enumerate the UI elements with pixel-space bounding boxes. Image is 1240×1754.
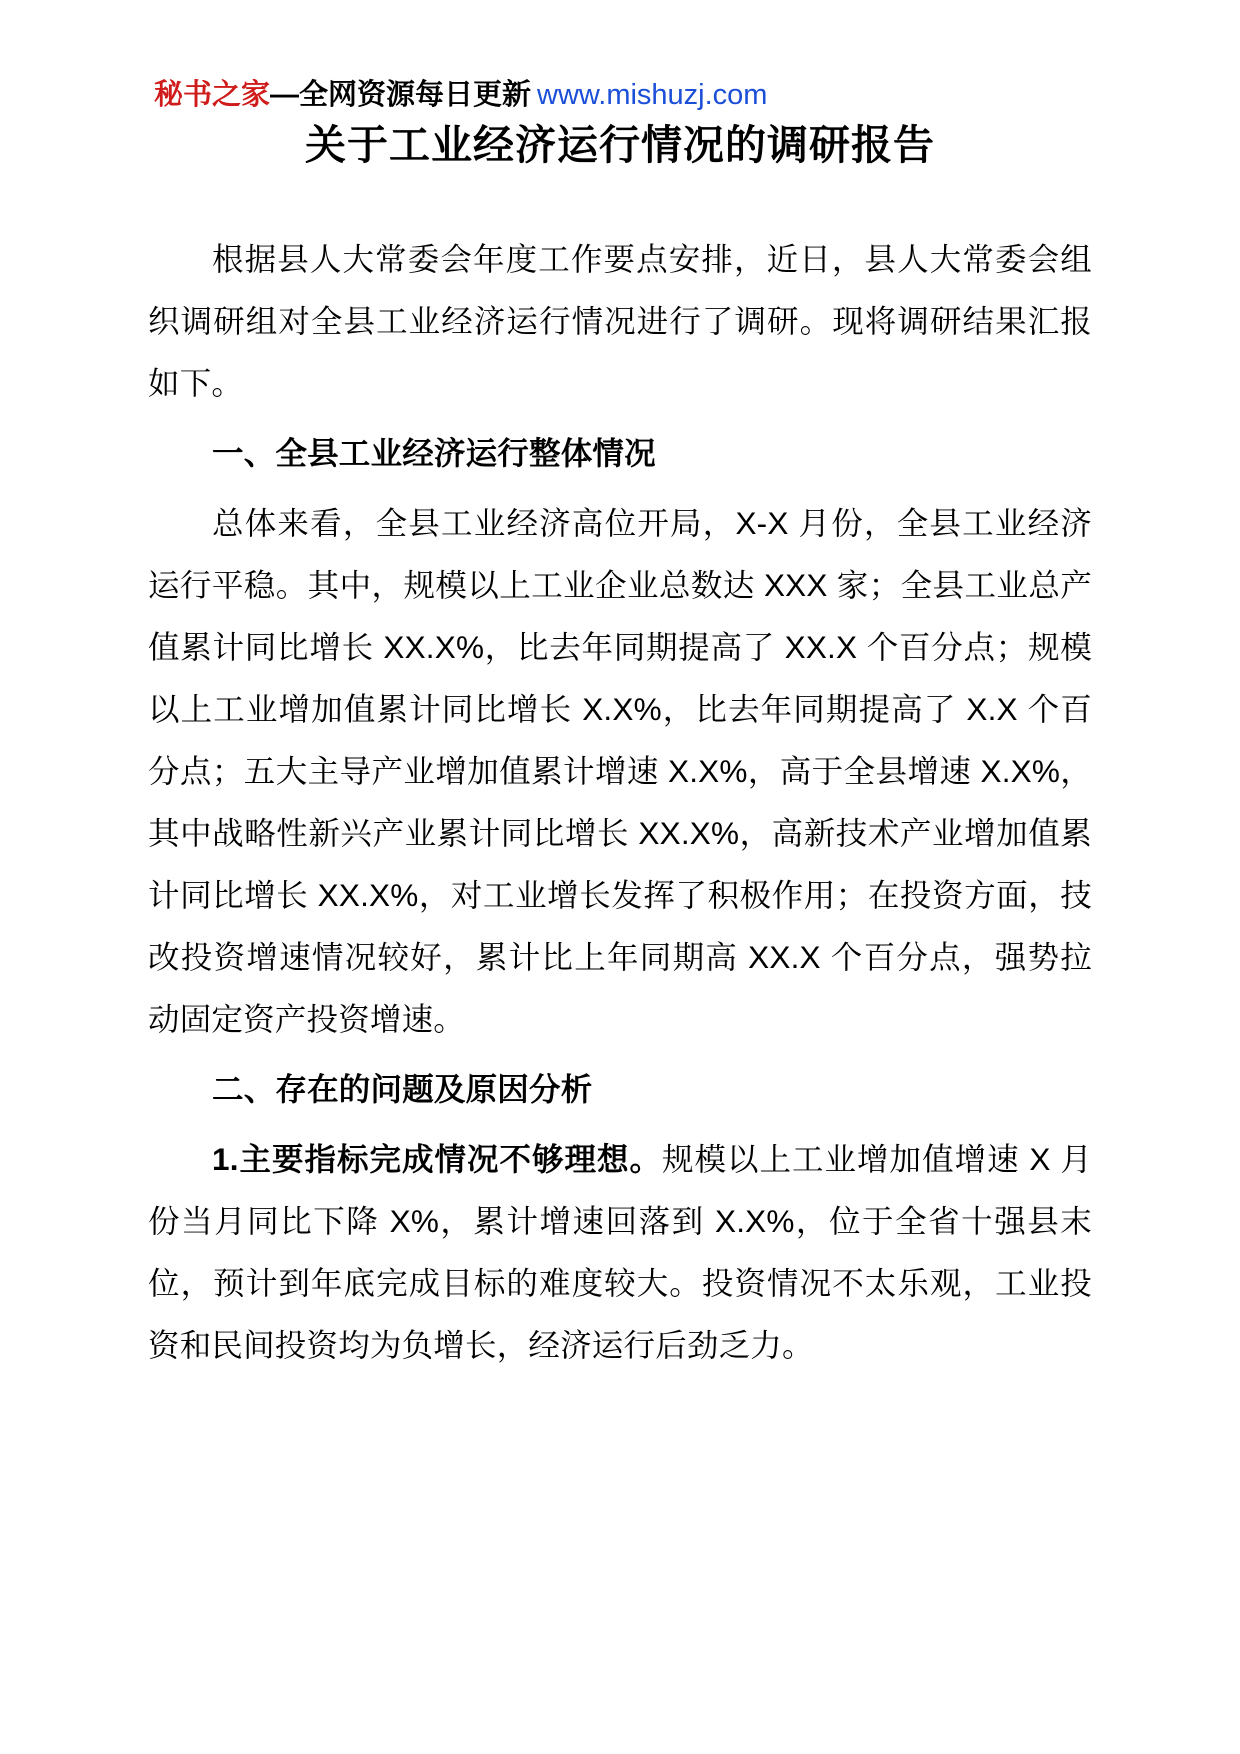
site-brand: 秘书之家 bbox=[154, 79, 271, 111]
paragraph-section-1-body: 总体来看，全县工业经济高位开局，X-X 月份，全县工业经济运行平稳。其中，规模以上工业企业总数达 XXX 家；全县工业总产值累计同比增长 XX.X%，比去年同期提高了 XX.X 个百分点；规模以上工业增加值累计同比增长 X.X%，比去年同期提高了 X.X 个百分点；五大主导产业增加值累计增速 X.X%，高于全县增速 X.X%，其中战略性新兴产业累计同比增长 XX.X%，高新技术产业增加值累计同比增长 XX.X%，对工业增长发挥了积极作用；在投资方面，技改投资增速情况较好，累计比上年同期高 XX.X 个百分点，强势拉动固定资产投资增速。 bbox=[148, 505, 1092, 1038]
paragraph-item-1 bbox=[148, 1128, 1092, 1376]
page-title: 关于工业经济运行情况的调研报告 bbox=[305, 121, 935, 168]
section-heading-2: 二、存在的问题及原因分析 bbox=[212, 1071, 593, 1108]
site-slogan: 全网资源每日更新 bbox=[299, 79, 532, 111]
site-banner bbox=[154, 78, 1092, 113]
site-url[interactable]: www.mishuzj.com bbox=[537, 79, 768, 111]
document-body bbox=[148, 228, 1092, 1376]
banner-dash: — bbox=[270, 79, 300, 111]
item-1-text: 规模以上工业增加值增速 X 月份当月同比下降 X%，累计增速回落到 X.X%，位于全省十强县末位，预计到年底完成目标的难度较大。投资情况不太乐观，工业投资和民间投资均为负增长，经济运行后劲乏力。 bbox=[148, 1141, 1092, 1364]
paragraph-intro: 根据县人大常委会年度工作要点安排，近日，县人大常委会组织调研组对全县工业经济运行情况进行了调研。现将调研结果汇报如下。 bbox=[148, 241, 1092, 402]
section-heading-1: 一、全县工业经济运行整体情况 bbox=[212, 435, 656, 472]
item-1-lead: 1.主要指标完成情况不够理想。 bbox=[212, 1141, 663, 1178]
